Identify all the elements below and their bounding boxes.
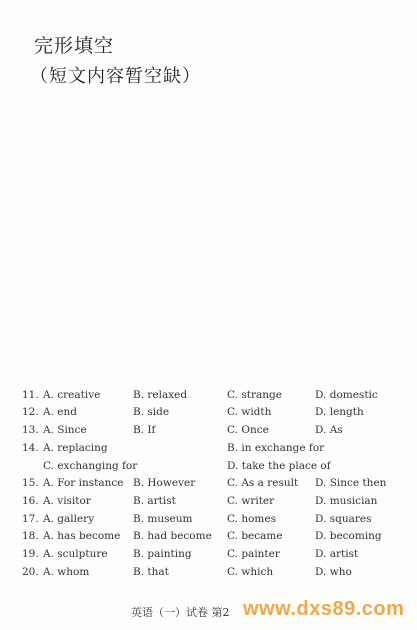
- option-d: D. domestic: [315, 389, 378, 401]
- option-d: D. becoming: [315, 530, 382, 542]
- option-a: A. gallery: [43, 513, 95, 525]
- option-c: C. Once: [227, 424, 269, 436]
- option-a: A. sculpture: [43, 548, 108, 560]
- option-b: B. painting: [133, 548, 192, 560]
- option-d: D. who: [315, 566, 352, 578]
- option-d: D. squares: [315, 513, 372, 525]
- option-b: B. side: [133, 406, 170, 418]
- question-number: 13.: [22, 424, 39, 436]
- question-number: 16.: [22, 495, 39, 507]
- option-d: D. artist: [315, 548, 359, 560]
- option-a: A. creative: [43, 389, 101, 401]
- option-a: A. end: [43, 406, 77, 418]
- option-a: A. For instance: [43, 477, 124, 489]
- option-b: B. in exchange for: [227, 442, 325, 454]
- option-c: C. writer: [227, 495, 275, 507]
- option-d: D. take the place of: [227, 460, 331, 472]
- page-footer: 英语（一）试卷 第2: [131, 606, 230, 619]
- question-number: 11.: [22, 389, 39, 401]
- option-c: C. As a result: [227, 477, 299, 489]
- option-b: B. If: [133, 424, 156, 436]
- option-b: B. artist: [133, 495, 176, 507]
- option-d: D. Since then: [315, 477, 387, 489]
- option-d: D. As: [315, 424, 343, 436]
- option-c: C. painter: [227, 548, 280, 560]
- option-a: A. visitor: [43, 495, 91, 507]
- option-c: C. homes: [227, 513, 276, 525]
- question-number: 12.: [22, 406, 39, 418]
- option-b: B. museum: [133, 513, 193, 525]
- option-b: B. that: [133, 566, 169, 578]
- question-number: 20.: [22, 566, 39, 578]
- option-d: D. musician: [315, 495, 378, 507]
- option-a: A. whom: [43, 566, 90, 578]
- option-a: A. replacing: [43, 442, 108, 454]
- watermark: www.dxs89.com: [243, 598, 405, 620]
- option-b: B. relaxed: [133, 389, 188, 401]
- question-number: 15.: [22, 477, 39, 489]
- option-a: A. has become: [43, 530, 121, 542]
- option-c: C. width: [227, 406, 272, 418]
- question-number: 17.: [22, 513, 39, 525]
- question-number: 18.: [22, 530, 39, 542]
- question-number: 19.: [22, 548, 39, 560]
- option-b: B. had become: [133, 530, 212, 542]
- option-a: A. Since: [43, 424, 87, 436]
- option-c: C. strange: [227, 389, 282, 401]
- section-title: 完形填空: [34, 35, 115, 57]
- option-b: B. However: [133, 477, 196, 489]
- question-number: 14.: [22, 442, 39, 454]
- option-c: C. became: [227, 530, 283, 542]
- option-c: C. which: [227, 566, 274, 578]
- option-d: D. length: [315, 406, 364, 418]
- option-c: C. exchanging for: [43, 460, 138, 472]
- section-subtitle: （短文内容暂空缺）: [30, 66, 201, 87]
